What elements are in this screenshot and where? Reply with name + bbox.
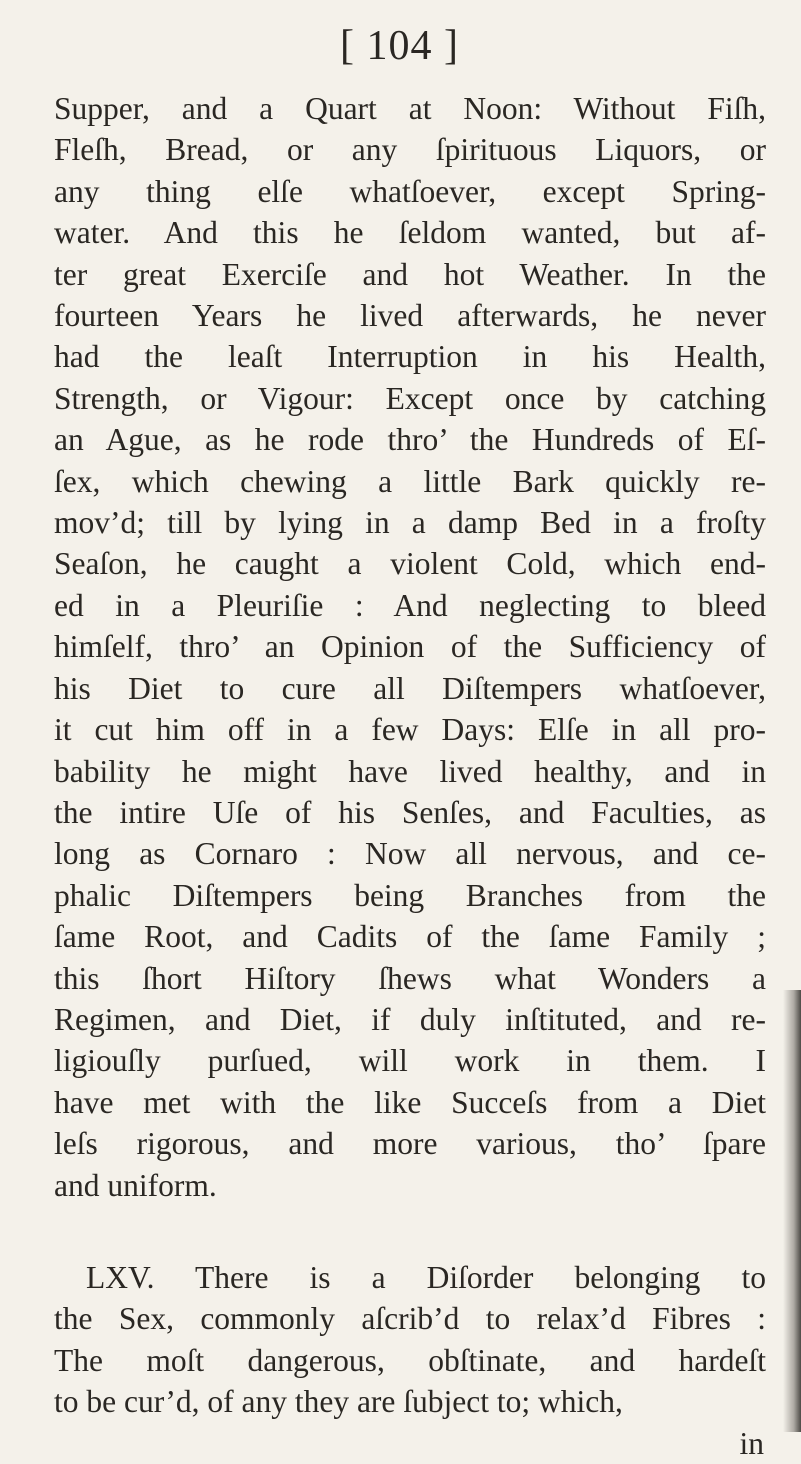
text-line: Strength, or Vigour: Except once by catching xyxy=(54,380,766,416)
text-line: Seaſon, he caught a violent Cold, which end- xyxy=(54,546,766,582)
text-line: ſame Root, and Cadits of the ſame Family ; xyxy=(54,919,766,955)
text-line: mov’d; till by lying in a damp Bed in a froſty xyxy=(54,505,766,541)
text-line: ed in a Pleuriſie : And neglecting to bleed xyxy=(54,587,766,623)
page-number: [ 104 ] xyxy=(340,23,459,69)
text-line: Regimen, and Diet, if duly inſtituted, and re- xyxy=(54,1001,766,1037)
text-line: have met with the like Succeſs from a Diet xyxy=(54,1084,766,1120)
page-edge-shadow xyxy=(783,990,801,1432)
text-line: the Sex, commonly aſcrib’d to relax’d Fibres : xyxy=(54,1301,766,1337)
paragraph-2 xyxy=(54,1257,766,1423)
text-line: an Ague, as he rode thro’ the Hundreds of Eſ- xyxy=(54,422,766,458)
text-line: himſelf, thro’ an Opinion of the Sufficiency of xyxy=(54,629,766,665)
text-line: any thing elſe whatſoever, except Spring- xyxy=(54,173,766,209)
text-line: phalic Diſtempers being Branches from the xyxy=(54,877,766,913)
text-line: ter great Exerciſe and hot Weather. In the xyxy=(54,256,766,292)
text-line: it cut him off in a few Days: Elſe in all pro- xyxy=(54,712,766,748)
text-line: water. And this he ſeldom wanted, but af- xyxy=(54,215,766,251)
text-line: LXV. There is a Diſorder belonging to xyxy=(86,1259,766,1295)
text-line: long as Cornaro : Now all nervous, and ce- xyxy=(54,836,766,872)
text-line: to be cur’d, of any they are ſubject to; which, xyxy=(54,1384,623,1420)
text-line: and uniform. xyxy=(54,1167,217,1203)
text-line: Supper, and a Quart at Noon: Without Fiſh, xyxy=(54,91,766,126)
page-text xyxy=(54,88,766,1464)
text-line: fourteen Years he lived afterwards, he never xyxy=(54,298,766,334)
text-line: the intire Uſe of his Senſes, and Faculties, as xyxy=(54,794,766,830)
text-line: this ſhort Hiſtory ſhews what Wonders a xyxy=(54,960,766,996)
paragraph-1 xyxy=(54,88,766,1206)
paragraph-gap xyxy=(54,1206,766,1257)
text-line: ligiouſly purſued, will work in them. I xyxy=(54,1043,766,1079)
text-line: The moſt dangerous, obſtinate, and hardeſt xyxy=(54,1342,766,1378)
text-line: Fleſh, Bread, or any ſpirituous Liquors, or xyxy=(54,132,766,168)
text-line: ſex, which chewing a little Bark quickly re- xyxy=(54,463,766,499)
catchword: in xyxy=(739,1425,764,1461)
text-line: bability he might have lived healthy, and in xyxy=(54,753,766,789)
text-line: had the leaſt Interruption in his Health, xyxy=(54,339,766,375)
text-line: leſs rigorous, and more various, tho’ ſpare xyxy=(54,1126,766,1162)
text-line: his Diet to cure all Diſtempers whatſoever, xyxy=(54,670,766,706)
